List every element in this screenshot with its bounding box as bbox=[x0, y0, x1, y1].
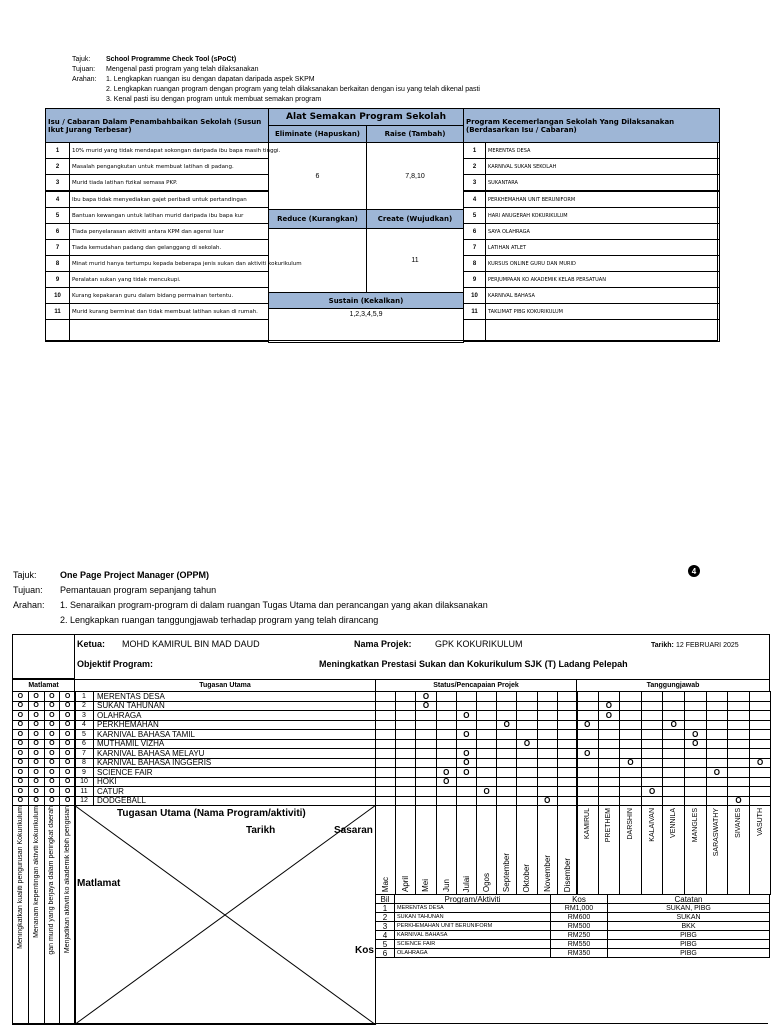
month-header bbox=[476, 805, 497, 895]
matlamat-circle: O bbox=[12, 748, 29, 759]
tugasan-header: Tugasan Utama bbox=[74, 679, 376, 692]
program-number bbox=[463, 319, 486, 342]
program-number: 1 bbox=[463, 142, 486, 159]
program-text: SAYA OLAHRAGA bbox=[485, 223, 720, 240]
matlamat-circle: O bbox=[59, 786, 76, 797]
isu-text: Tiada kemudahan padang dan gelanggang di sekolah. bbox=[69, 239, 269, 256]
matlamat-circle: O bbox=[12, 777, 29, 788]
oppm-tujuan-label: Tujuan: bbox=[13, 585, 43, 595]
program-text: LATIHAN ATLET bbox=[485, 239, 720, 256]
oppm-arahan-2: 2. Lengkapkan ruangan tanggungjawab terhadap program yang telah dirancang bbox=[60, 615, 379, 625]
task-name: KARNIVAL BAHASA INGGERIS bbox=[93, 758, 376, 769]
create-value: 11 bbox=[366, 228, 464, 293]
cost-program: PERKHEMAHAN UNIT BERUNIFORM bbox=[394, 921, 551, 931]
arahan-1: 1. Lengkapkan ruangan isu dengan dapatan daripada aspek SKPM bbox=[106, 76, 315, 83]
task-name: KARNIVAL BAHASA MELAYU bbox=[93, 748, 376, 759]
status-cell: O bbox=[476, 786, 497, 797]
person-label: SARASWATHY bbox=[713, 808, 721, 857]
cost-note: BKK bbox=[607, 921, 770, 931]
matlamat-circle: O bbox=[28, 729, 45, 740]
task-name: DODGEBALL bbox=[93, 796, 376, 807]
person-cell: O bbox=[706, 767, 729, 778]
tujuan-value: Mengenal pasti program yang telah dilaksanakan bbox=[106, 66, 259, 73]
program-text: KARNIVAL BAHASA bbox=[485, 287, 720, 304]
person-header bbox=[749, 805, 771, 895]
matlamat-circle: O bbox=[12, 796, 29, 807]
isu-number: 5 bbox=[45, 207, 70, 224]
task-name: HOKI bbox=[93, 777, 376, 788]
matlamat-circle: O bbox=[44, 739, 61, 750]
status-cell: O bbox=[415, 701, 436, 712]
person-header bbox=[598, 805, 621, 895]
matlamat-circle: O bbox=[12, 701, 29, 712]
status-cell: O bbox=[456, 767, 477, 778]
cost-program: SCIENCE FAIR bbox=[394, 939, 551, 949]
isu-header: Isu / Cabaran Dalam Penambahbaikan Sekolah (Susun Ikut Jurang Terbesar) bbox=[45, 108, 269, 143]
month-header bbox=[415, 805, 436, 895]
matlamat-circle: O bbox=[59, 691, 76, 702]
person-header bbox=[641, 805, 664, 895]
month-header bbox=[496, 805, 517, 895]
bil-header: Bil bbox=[375, 894, 395, 904]
person-label: KAMIRUL bbox=[583, 808, 591, 840]
isu-text bbox=[69, 319, 269, 342]
oppm-tujuan-value: Pemantauan program sepanjang tahun bbox=[60, 585, 217, 595]
cost-number: 2 bbox=[375, 912, 395, 922]
tajuk-value: School Programme Check Tool (sPoCt) bbox=[106, 56, 237, 63]
matlamat-text: Menjadikan aktiviti ko akademik lebih pengisian bbox=[64, 806, 72, 954]
matlamat-circle: O bbox=[28, 691, 45, 702]
matlamat-circle: O bbox=[59, 796, 76, 807]
catatan-header: Catatan bbox=[607, 894, 770, 904]
program-number: 11 bbox=[463, 303, 486, 320]
person-header bbox=[662, 805, 685, 895]
kos-word: Kos bbox=[355, 945, 374, 956]
matlamat-circle: O bbox=[12, 729, 29, 740]
program-text: PERJUMPAAN KO AKADEMIK KELAB PERSATUAN bbox=[485, 271, 720, 288]
task-name: SUKAN TAHUNAN bbox=[93, 701, 376, 712]
matlamat-circle: O bbox=[44, 701, 61, 712]
matlamat-column bbox=[28, 805, 45, 1025]
tugasan-nama-label: Tugasan Utama (Nama Program/aktiviti) bbox=[117, 808, 306, 819]
isu-text: Murid tiada latihan fizikal semasa PKP. bbox=[69, 174, 269, 191]
ketua-value: MOHD KAMIRUL BIN MAD DAUD bbox=[122, 639, 260, 649]
cost-note: SUKAN, PIBG bbox=[607, 903, 770, 913]
matlamat-circle: O bbox=[12, 758, 29, 769]
program-text: HARI ANUGERAH KOKURIKULUM bbox=[485, 207, 720, 224]
program-number: 4 bbox=[463, 191, 486, 208]
isu-number: 4 bbox=[45, 191, 70, 208]
status-cell: O bbox=[516, 739, 537, 750]
cost-amount: RM350 bbox=[550, 948, 608, 958]
month-label: Mac bbox=[381, 876, 391, 892]
cost-number: 5 bbox=[375, 939, 395, 949]
matlamat-text: gan murid yang berjaya dalam peringkat daerah bbox=[48, 806, 56, 955]
task-name: CATUR bbox=[93, 786, 376, 797]
matlamat-circle: O bbox=[44, 729, 61, 740]
month-header bbox=[537, 805, 558, 895]
matlamat-circle: O bbox=[44, 796, 61, 807]
cost-number: 4 bbox=[375, 930, 395, 940]
person-label: VENNILA bbox=[670, 808, 678, 838]
program-number: 3 bbox=[463, 174, 486, 191]
matlamat-circle: O bbox=[28, 720, 45, 731]
program-number: 9 bbox=[463, 271, 486, 288]
reduce-value bbox=[268, 228, 367, 293]
program-number: 6 bbox=[463, 223, 486, 240]
oppm-tajuk-value: One Page Project Manager (OPPM) bbox=[60, 570, 210, 580]
person-cell: O bbox=[727, 796, 750, 807]
matlamat-circle: O bbox=[28, 767, 45, 778]
status-cell: O bbox=[436, 767, 457, 778]
person-label: DARSHIN bbox=[626, 808, 634, 840]
task-number: 8 bbox=[74, 758, 94, 769]
month-label: Julai bbox=[461, 875, 471, 892]
tarikh-value: 12 FEBRUARI 2025 bbox=[676, 642, 739, 649]
isu-text: Minat murid hanya tertumpu kepada beberapa jenis sukan dan aktiviti kokurikulum bbox=[69, 255, 269, 272]
cost-amount: RM600 bbox=[550, 912, 608, 922]
projek-value: GPK KOKURIKULUM bbox=[435, 639, 523, 649]
person-label: MANGLES bbox=[691, 808, 699, 843]
task-name: OLAHRAGA bbox=[93, 710, 376, 721]
matlamat-circle: O bbox=[44, 691, 61, 702]
projek-label: Nama Projek: bbox=[354, 639, 412, 649]
status-cell: O bbox=[456, 729, 477, 740]
program-number: 5 bbox=[463, 207, 486, 224]
matlamat-circle: O bbox=[12, 720, 29, 731]
matlamat-circle: O bbox=[28, 796, 45, 807]
matlamat-text: Menanam kepentingan aktiviti kokurikulum bbox=[32, 806, 40, 938]
month-label: April bbox=[401, 875, 411, 892]
person-cell: O bbox=[598, 701, 621, 712]
matlamat-circle: O bbox=[28, 777, 45, 788]
cost-program: KARNIVAL BAHASA bbox=[394, 930, 551, 940]
isu-number: 11 bbox=[45, 303, 70, 320]
task-number: 1 bbox=[74, 691, 94, 702]
program-number: 8 bbox=[463, 255, 486, 272]
matlamat-circle: O bbox=[44, 777, 61, 788]
matlamat-column bbox=[44, 805, 61, 1025]
month-label: Jun bbox=[441, 879, 451, 892]
month-header bbox=[375, 805, 396, 895]
tujuan-label: Tujuan: bbox=[72, 66, 96, 73]
status-header: Status/Pencapaian Projek bbox=[375, 679, 577, 692]
isu-text: Ibu bapa tidak menyediakan gajet peribadi untuk pertandingan bbox=[69, 191, 269, 208]
person-cell: O bbox=[684, 739, 707, 750]
task-name: KARNIVAL BAHASA TAMIL bbox=[93, 729, 376, 740]
sustain-value: 1,2,3,4,5,9 bbox=[268, 308, 464, 343]
matlamat-circle: O bbox=[59, 739, 76, 750]
task-number: 5 bbox=[74, 729, 94, 740]
isu-text: Peralatan sukan yang tidak mencukupi. bbox=[69, 271, 269, 288]
task-number: 3 bbox=[74, 710, 94, 721]
ketua-label: Ketua: bbox=[77, 639, 106, 649]
cost-number: 1 bbox=[375, 903, 395, 913]
cost-note: PIBG bbox=[607, 939, 770, 949]
person-cell: O bbox=[576, 748, 599, 759]
month-header bbox=[436, 805, 457, 895]
matlamat-circle: O bbox=[44, 767, 61, 778]
alat-header: Alat Semakan Program Sekolah bbox=[268, 108, 464, 126]
status-cell: O bbox=[456, 748, 477, 759]
isu-text: Kurang kepakaran guru dalam bidang permainan tertentu. bbox=[69, 287, 269, 304]
task-name: MUTHAMIL VIZHA bbox=[93, 739, 376, 750]
month-label: Ogos bbox=[482, 872, 492, 892]
matlamat-circle: O bbox=[28, 748, 45, 759]
oppm-arahan-label: Arahan: bbox=[13, 600, 45, 610]
program-header: Program/Aktiviti bbox=[394, 894, 551, 904]
sasaran-word: Sasaran bbox=[334, 825, 373, 836]
spoct-header bbox=[72, 55, 480, 105]
status-cell: O bbox=[537, 796, 558, 807]
person-cell: O bbox=[576, 720, 599, 731]
isu-number: 7 bbox=[45, 239, 70, 256]
matlamat-circle: O bbox=[59, 729, 76, 740]
matlamat-circle: O bbox=[59, 701, 76, 712]
tarikh-label: Tarikh: bbox=[651, 642, 674, 649]
matlamat-circle: O bbox=[44, 748, 61, 759]
program-header: Program Kecemerlangan Sekolah Yang Dilaksanakan (Berdasarkan Isu / Cabaran) bbox=[463, 108, 720, 143]
task-name: SCIENCE FAIR bbox=[93, 767, 376, 778]
matlamat-circle: O bbox=[59, 720, 76, 731]
task-number: 2 bbox=[74, 701, 94, 712]
isu-text: Tiada penyelarasan aktiviti antara KPM dan agensi luar bbox=[69, 223, 269, 240]
cost-note: SUKAN bbox=[607, 912, 770, 922]
matlamat-circle: O bbox=[28, 701, 45, 712]
person-header bbox=[684, 805, 707, 895]
raise-header: Raise (Tambah) bbox=[366, 125, 464, 143]
person-header bbox=[706, 805, 729, 895]
matlamat-header: Matlamat bbox=[12, 679, 75, 692]
isu-text: Masalah pengangkutan untuk membuat latihan di padang. bbox=[69, 158, 269, 175]
matlamat-circle: O bbox=[59, 710, 76, 721]
program-text: MERENTAS DESA bbox=[485, 142, 720, 159]
month-label: September bbox=[502, 852, 512, 892]
oppm-tajuk-label: Tajuk: bbox=[13, 570, 37, 580]
person-cell: O bbox=[684, 729, 707, 740]
task-number: 4 bbox=[74, 720, 94, 731]
program-number: 10 bbox=[463, 287, 486, 304]
month-label: Disember bbox=[562, 857, 572, 892]
spoct-table bbox=[45, 108, 718, 341]
logo-cell bbox=[12, 634, 75, 679]
cost-amount: RM550 bbox=[550, 939, 608, 949]
isu-text: 10% murid yang tidak mendapat sokongan daripada ibu bapa masih tinggi. bbox=[69, 142, 269, 159]
person-header bbox=[619, 805, 642, 895]
program-text: PERKHEMAHAN UNIT BERUNIFORM bbox=[485, 191, 720, 208]
person-cell: O bbox=[598, 710, 621, 721]
matlamat-circle: O bbox=[59, 758, 76, 769]
matlamat-circle: O bbox=[28, 758, 45, 769]
matlamat-circle: O bbox=[12, 739, 29, 750]
cost-program: MERENTAS DESA bbox=[394, 903, 551, 913]
month-label: Mei bbox=[421, 879, 431, 892]
matlamat-circle: O bbox=[44, 786, 61, 797]
isu-number: 8 bbox=[45, 255, 70, 272]
objektif-label: Objektif Program: bbox=[77, 659, 154, 669]
matlamat-circle: O bbox=[59, 777, 76, 788]
arahan-3: 3. Kenal pasti isu dengan program untuk membuat semakan program bbox=[106, 96, 322, 103]
cost-program: OLAHRAGA bbox=[394, 948, 551, 958]
cost-amount: RM500 bbox=[550, 921, 608, 931]
matlamat-circle: O bbox=[44, 710, 61, 721]
month-label: November bbox=[542, 855, 552, 892]
cost-amount: RM1,000 bbox=[550, 903, 608, 913]
month-header bbox=[456, 805, 477, 895]
sustain-header: Sustain (Kekalkan) bbox=[268, 292, 464, 309]
isu-number: 1 bbox=[45, 142, 70, 159]
reduce-header: Reduce (Kurangkan) bbox=[268, 209, 367, 229]
matlamat-circle: O bbox=[59, 748, 76, 759]
cost-number: 3 bbox=[375, 921, 395, 931]
program-text: SUKANTARA bbox=[485, 174, 720, 191]
arahan-label: Arahan: bbox=[72, 76, 97, 83]
isu-number: 2 bbox=[45, 158, 70, 175]
task-number: 11 bbox=[74, 786, 94, 797]
matlamat-circle: O bbox=[28, 710, 45, 721]
program-text: KARNIVAL SUKAN SEKOLAH bbox=[485, 158, 720, 175]
step-badge: 4 bbox=[688, 565, 700, 577]
task-number: 10 bbox=[74, 777, 94, 788]
matlamat-circle: O bbox=[59, 767, 76, 778]
oppm-table bbox=[12, 634, 768, 1024]
arahan-2: 2. Lengkapkan ruangan program dengan program yang telah dilaksanakan berkaitan dengan isu yang telah dikenal pasti bbox=[106, 86, 480, 93]
month-header bbox=[395, 805, 416, 895]
matlamat-circle: O bbox=[12, 786, 29, 797]
task-name: MERENTAS DESA bbox=[93, 691, 376, 702]
create-header: Create (Wujudkan) bbox=[366, 209, 464, 229]
isu-number: 6 bbox=[45, 223, 70, 240]
task-number: 9 bbox=[74, 767, 94, 778]
eliminate-header: Eliminate (Hapuskan) bbox=[268, 125, 367, 143]
isu-number: 9 bbox=[45, 271, 70, 288]
raise-value: 7,8,10 bbox=[366, 142, 464, 210]
matlamat-text: Meningkatkan kualiti pengurusan Kokurikulum bbox=[16, 806, 24, 949]
month-header bbox=[557, 805, 578, 895]
task-number: 7 bbox=[74, 748, 94, 759]
task-name: PERKHEMAHAN bbox=[93, 720, 376, 731]
status-cell: O bbox=[496, 720, 517, 731]
person-header bbox=[727, 805, 750, 895]
person-label: SIVANES bbox=[734, 808, 742, 838]
isu-number: 10 bbox=[45, 287, 70, 304]
program-number: 2 bbox=[463, 158, 486, 175]
tajuk-label: Tajuk: bbox=[72, 56, 91, 63]
person-label: VASUTH bbox=[756, 808, 764, 836]
oppm-header bbox=[13, 568, 488, 628]
program-number: 7 bbox=[463, 239, 486, 256]
task-number: 6 bbox=[74, 739, 94, 750]
cost-program: SUKAN TAHUNAN bbox=[394, 912, 551, 922]
x-lines bbox=[74, 805, 376, 1025]
isu-text: Bantuan kewangan untuk latihan murid daripada ibu bapa kur bbox=[69, 207, 269, 224]
person-cell: O bbox=[619, 758, 642, 769]
person-label: KALAIVAN bbox=[648, 808, 656, 842]
objektif-value: Meningkatkan Prestasi Sukan dan Kokurikulum SJK (T) Ladang Pelepah bbox=[319, 659, 628, 669]
matlamat-circle: O bbox=[44, 720, 61, 731]
isu-number: 3 bbox=[45, 174, 70, 191]
status-cell: O bbox=[436, 777, 457, 788]
matlamat-circle: O bbox=[12, 767, 29, 778]
kos-header: Kos bbox=[550, 894, 608, 904]
task-number: 12 bbox=[74, 796, 94, 807]
matlamat-circle: O bbox=[44, 758, 61, 769]
person-cell: O bbox=[749, 758, 771, 769]
tarikh-word: Tarikh bbox=[246, 825, 276, 836]
person-label: PRETHEM bbox=[605, 808, 613, 843]
eliminate-value: 6 bbox=[268, 142, 367, 210]
matlamat-circle: O bbox=[28, 786, 45, 797]
program-text: TAKLIMAT PIBG KOKURIKULUM bbox=[485, 303, 720, 320]
cost-note: PIBG bbox=[607, 948, 770, 958]
cost-amount: RM250 bbox=[550, 930, 608, 940]
cost-number: 6 bbox=[375, 948, 395, 958]
matlamat-circle: O bbox=[12, 691, 29, 702]
status-cell: O bbox=[456, 758, 477, 769]
cost-note: PIBG bbox=[607, 930, 770, 940]
person-cell: O bbox=[641, 786, 664, 797]
program-text bbox=[485, 319, 720, 342]
tanggungjawab-header: Tanggungjawab bbox=[576, 679, 770, 692]
month-header bbox=[516, 805, 537, 895]
isu-text: Murid kurang berminat dan tidak membuat latihan sukan di rumah. bbox=[69, 303, 269, 320]
matlamat-circle: O bbox=[12, 710, 29, 721]
matlamat-column bbox=[12, 805, 29, 1025]
status-cell: O bbox=[456, 710, 477, 721]
person-cell: O bbox=[662, 720, 685, 731]
matlamat-circle: O bbox=[28, 739, 45, 750]
program-text: KURSUS ONLINE GURU DAN MURID bbox=[485, 255, 720, 272]
oppm-arahan-1: 1. Senaraikan program-program di dalam ruangan Tugas Utama dan perancangan yang akan dilaksanakan bbox=[60, 600, 488, 610]
isu-number bbox=[45, 319, 70, 342]
status-cell: O bbox=[415, 691, 436, 702]
person-header bbox=[576, 805, 599, 895]
month-label: Oktober bbox=[522, 863, 532, 892]
matlamat-word: Matlamat bbox=[77, 878, 121, 889]
